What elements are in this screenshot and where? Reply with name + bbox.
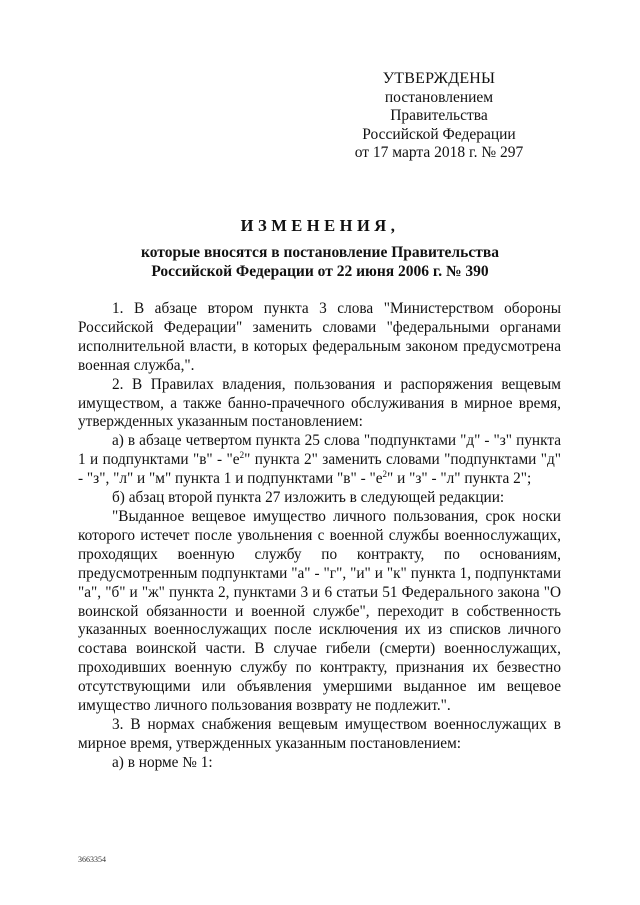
paragraph-3-part-c: " и "з" - "л" пункта 2";: [387, 470, 532, 488]
heading-subtitle-line-1: которые вносятся в постановление Правительства: [141, 244, 499, 261]
paragraph-3-part-a: а) в абзаце четвертом пункта 25 слова "подпунктами "д" - "з" пункта 1 и подпунктами "в" - "е: [78, 432, 561, 469]
paragraph-3-part-b: " пункта 2" заменить словами "подпунктами "д" - "з", "л" и "м" пункта 1 и подпунктами "в" - "е: [78, 451, 561, 488]
approval-title: УТВЕРЖДЕНЫ: [382, 70, 496, 87]
paragraph-2: 2. В Правилах владения, пользования и распоряжения вещевым имуществом, а также банно-прачечного обслуживания в мирное время, утвержденных указанным постановлением:: [78, 375, 561, 431]
document-body: [78, 300, 561, 773]
approval-line-1: постановлением Правительства: [384, 88, 494, 124]
approval-block: [336, 70, 542, 163]
paragraph-3: [78, 432, 561, 489]
paragraph-1: 1. В абзаце втором пункта 3 слова "Министерством обороны Российской Федерации" заменить словами "федеральными органами исполнительной власти, в которых федеральным законом предусмотрена военная служба,".: [78, 300, 561, 374]
paragraph-6: 3. В нормах снабжения вещевым имуществом военнослужащих в мирное время, утвержденных указанным постановлением:: [78, 715, 561, 752]
superscript-2: 2: [382, 469, 388, 480]
heading-title: ИЗМЕНЕНИЯ,: [240, 216, 400, 235]
approval-line-3: от 17 марта 2018 г. № 297: [354, 144, 524, 161]
heading-subtitle-line-2: Российской Федерации от 22 июня 2006 г. № 390: [151, 262, 489, 280]
paragraph-7: а) в норме № 1:: [112, 753, 213, 771]
approval-line-2: Российской Федерации: [362, 125, 516, 143]
paragraph-5: "Выданное вещевое имущество личного пользования, срок носки которого истечет после увольнения с военной службы военнослужащих, проходящих военную службу по контракту, по основаниям, предусмотренным подпунктами "а" - "г", "и" и "к" пункта 1, подпунктами "а", "б" и "ж" пункта 2, пунктами 3 и 6 статьи 51 Федерального закона "О воинской обязанности и военной службе", переходит в собственность указанных военнослужащих после исключения их из списков личного состава воинской части. В случае гибели (смерти) военнослужащих, проходивших военную службу по контракту, признания их безвестно отсутствующими или объявления умершими выданное им вещевое имущество личного пользования возврату не подлежит.".: [78, 507, 561, 715]
superscript-1: 2: [239, 450, 245, 461]
paragraph-4: б) абзац второй пункта 27 изложить в следующей редакции:: [112, 489, 505, 507]
document-heading: [60, 216, 580, 281]
document-code: 3663354: [78, 855, 106, 864]
